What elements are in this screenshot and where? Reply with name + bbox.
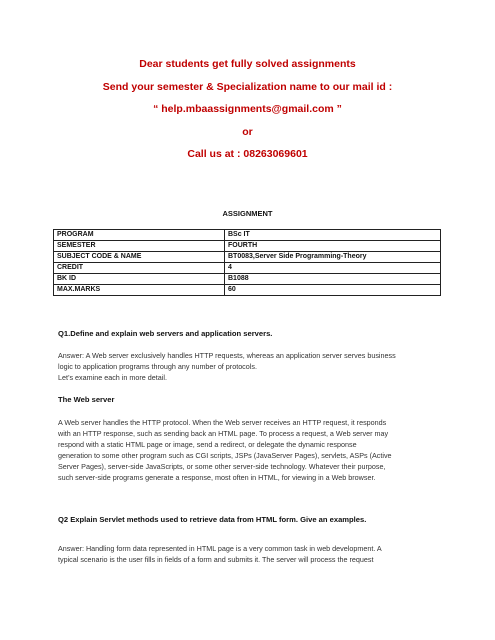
promo-email[interactable]: “ help.mbaassignments@gmail.com ” (153, 103, 342, 115)
question-2-answer (58, 543, 438, 565)
table-value: BSc IT (225, 230, 441, 241)
promo-or: or (242, 126, 253, 138)
promo-phone[interactable]: Call us at : 08263069601 (187, 148, 308, 160)
answer-line: Answer: A Web server exclusively handles HTTP requests, whereas an application server serves business (58, 351, 396, 360)
paragraph-line: generation to some other program such as CGI scripts, JSPs (JavaServer Pages), servlets, ASPs (Active (58, 451, 392, 460)
table-key: PROGRAM (54, 230, 225, 241)
table-value: 4 (225, 263, 441, 274)
table-row (54, 285, 441, 296)
table-key: CREDIT (54, 263, 225, 274)
paragraph-line: respond with a static HTML page or image, send a redirect, or delegate the dynamic response (58, 440, 357, 449)
paragraph-line: A Web server handles the HTTP protocol. When the Web server receives an HTTP request, it responds (58, 418, 387, 427)
table-key: SEMESTER (54, 241, 225, 252)
paragraph-line: such server-side programs generate a response, most often in HTML, for viewing in a Web browser. (58, 473, 376, 482)
table-value: BT0083,Server Side Programming-Theory (225, 252, 441, 263)
table-row (54, 230, 441, 241)
web-server-subheading: The Web server (58, 395, 115, 404)
assignment-info-table (53, 229, 441, 296)
answer-line: Let’s examine each in more detail. (58, 373, 167, 382)
question-2-title: Q2 Explain Servlet methods used to retrieve data from HTML form. Give an examples. (58, 515, 367, 524)
promo-line-2: Send your semester & Specialization name to our mail id : (102, 81, 393, 93)
paragraph-line: with an HTTP response, such as sending back an HTML page. To process a request, a Web server may (58, 429, 389, 438)
table-row (54, 274, 441, 285)
paragraph-line: Server Pages), server-side JavaScripts, or some other server-side technology. Whatever their purpose, (58, 462, 386, 471)
answer-line: typical scenario is the user fills in fields of a form and submits it. The server will process the request (58, 555, 374, 564)
table-key: SUBJECT CODE & NAME (54, 252, 225, 263)
table-value: 60 (225, 285, 441, 296)
table-value: B1088 (225, 274, 441, 285)
answer-line: logic to application programs through any number of protocols. (58, 362, 257, 371)
question-1-answer (58, 350, 438, 383)
table-key: MAX.MARKS (54, 285, 225, 296)
table-row (54, 241, 441, 252)
table-key: BK ID (54, 274, 225, 285)
answer-line: Answer: Handling form data represented in HTML page is a very common task in web development. A (58, 544, 382, 553)
web-server-paragraph (58, 417, 438, 483)
question-1-title: Q1.Define and explain web servers and application servers. (58, 329, 273, 338)
assignment-title: ASSIGNMENT (222, 209, 273, 218)
table-row (54, 252, 441, 263)
promo-line-1: Dear students get fully solved assignments (139, 58, 356, 70)
table-value: FOURTH (225, 241, 441, 252)
table-row (54, 263, 441, 274)
